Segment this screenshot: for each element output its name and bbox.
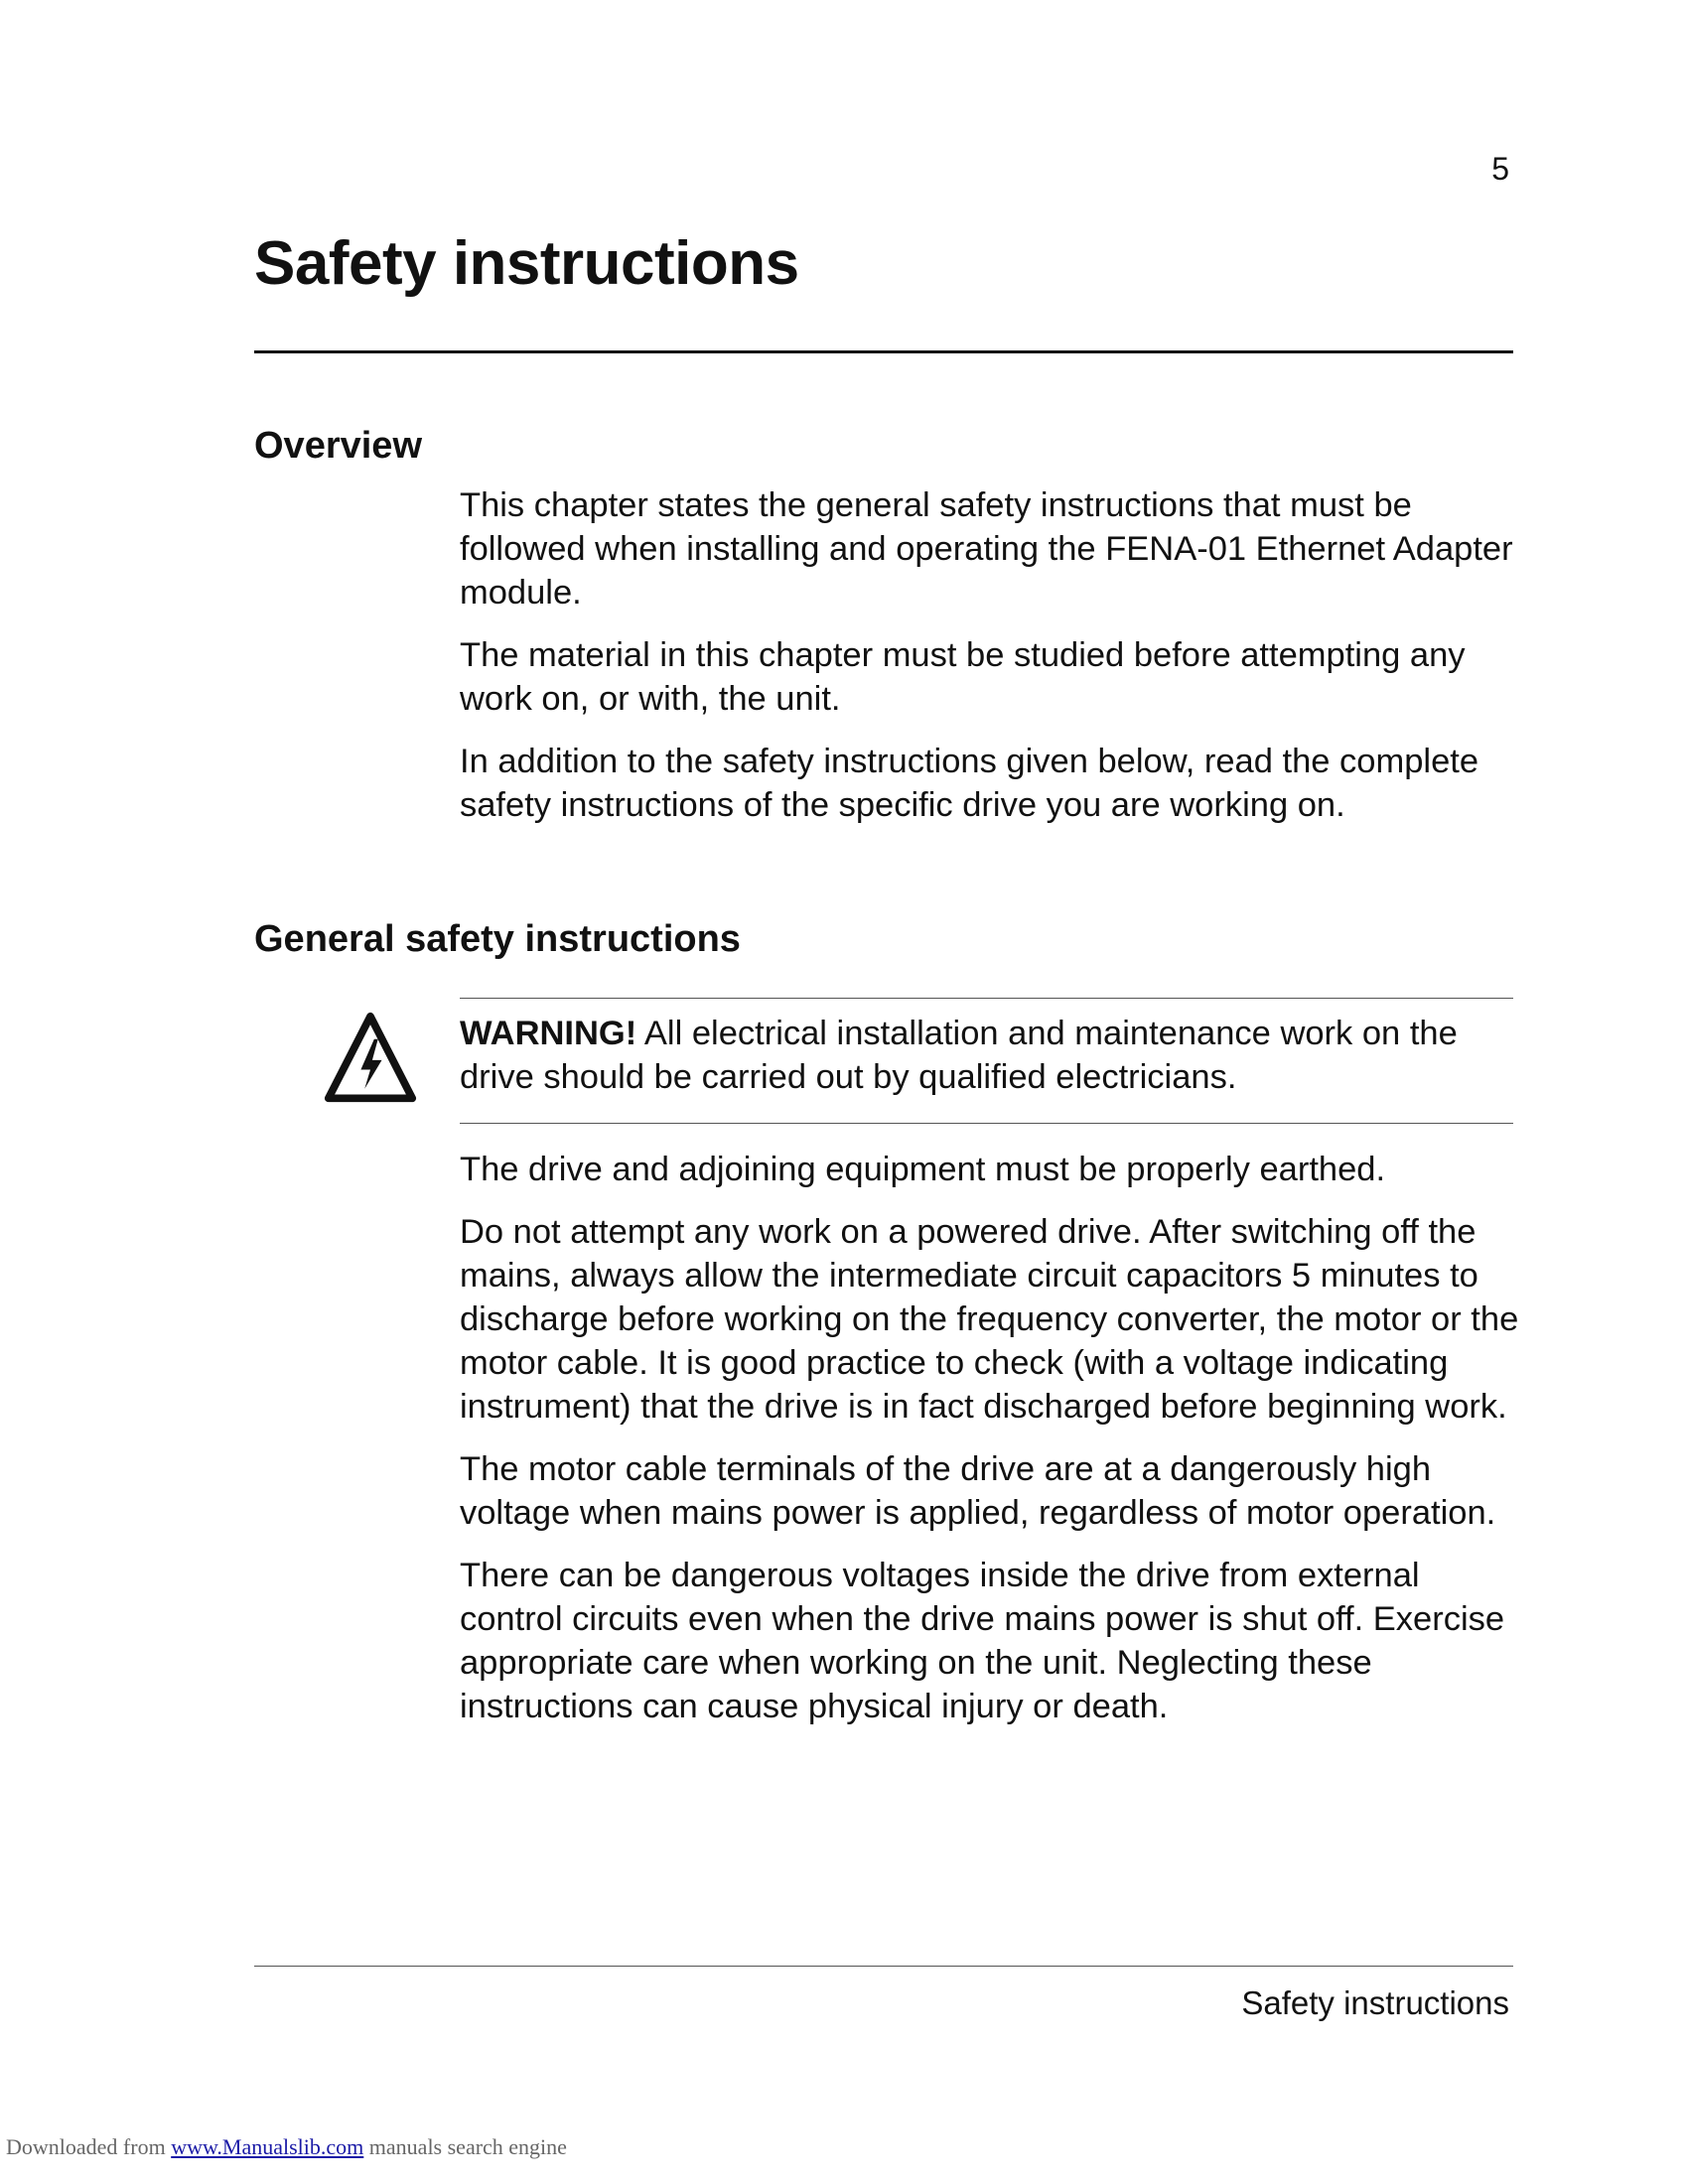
warning-block: [460, 1012, 1522, 1099]
warning-text: All electrical installation and maintenance work on the drive should be carried out by qualified electricians.: [460, 1015, 1458, 1096]
warning-bottom-rule: [460, 1123, 1513, 1124]
manualslib-link[interactable]: www.Manualslib.com: [171, 2134, 364, 2159]
warning-label: WARNING!: [460, 1015, 637, 1052]
download-note-prefix: Downloaded from: [6, 2134, 172, 2159]
warning-top-rule: [460, 998, 1513, 999]
title-divider: [254, 350, 1513, 353]
footer-divider: [254, 1966, 1513, 1967]
safety-paragraph: There can be dangerous voltages inside the drive from external control circuits even when the drive mains power is shut off. Exercise appropriate care when working on the unit. Neglecting these instructions can cause physical injury or death.: [460, 1557, 1505, 1725]
general-safety-body: [460, 1148, 1522, 1747]
overview-paragraph: In addition to the safety instructions given below, read the complete safety instructions of the specific drive you are working on.: [460, 743, 1479, 824]
overview-heading: Overview: [254, 425, 422, 467]
footer-section-title: Safety instructions: [1241, 1984, 1509, 2021]
general-safety-heading: General safety instructions: [254, 918, 741, 960]
page-number: 5: [1491, 151, 1509, 187]
electrical-hazard-icon: [323, 1011, 418, 1106]
overview-paragraph: The material in this chapter must be studied before attempting any work on, or with, the unit.: [460, 636, 1466, 718]
safety-paragraph: The drive and adjoining equipment must be properly earthed.: [460, 1151, 1386, 1188]
download-note-suffix: manuals search engine: [363, 2134, 567, 2159]
safety-paragraph: Do not attempt any work on a powered drive. After switching off the mains, always allow the intermediate circuit capacitors 5 minutes to discharge before working on the frequency converter, the motor or the motor cable. It is good practice to check (with a voltage indicating instrument) that the drive is in fact discharged before beginning work.: [460, 1213, 1519, 1426]
overview-paragraph: This chapter states the general safety instructions that must be followed when installing and operating the FENA-01 Ethernet Adapter module.: [460, 486, 1513, 612]
download-note: [6, 2134, 567, 2160]
safety-paragraph: The motor cable terminals of the drive are at a dangerously high voltage when mains power is applied, regardless of motor operation.: [460, 1450, 1496, 1532]
chapter-title: Safety instructions: [254, 229, 799, 298]
overview-body: [460, 483, 1522, 846]
